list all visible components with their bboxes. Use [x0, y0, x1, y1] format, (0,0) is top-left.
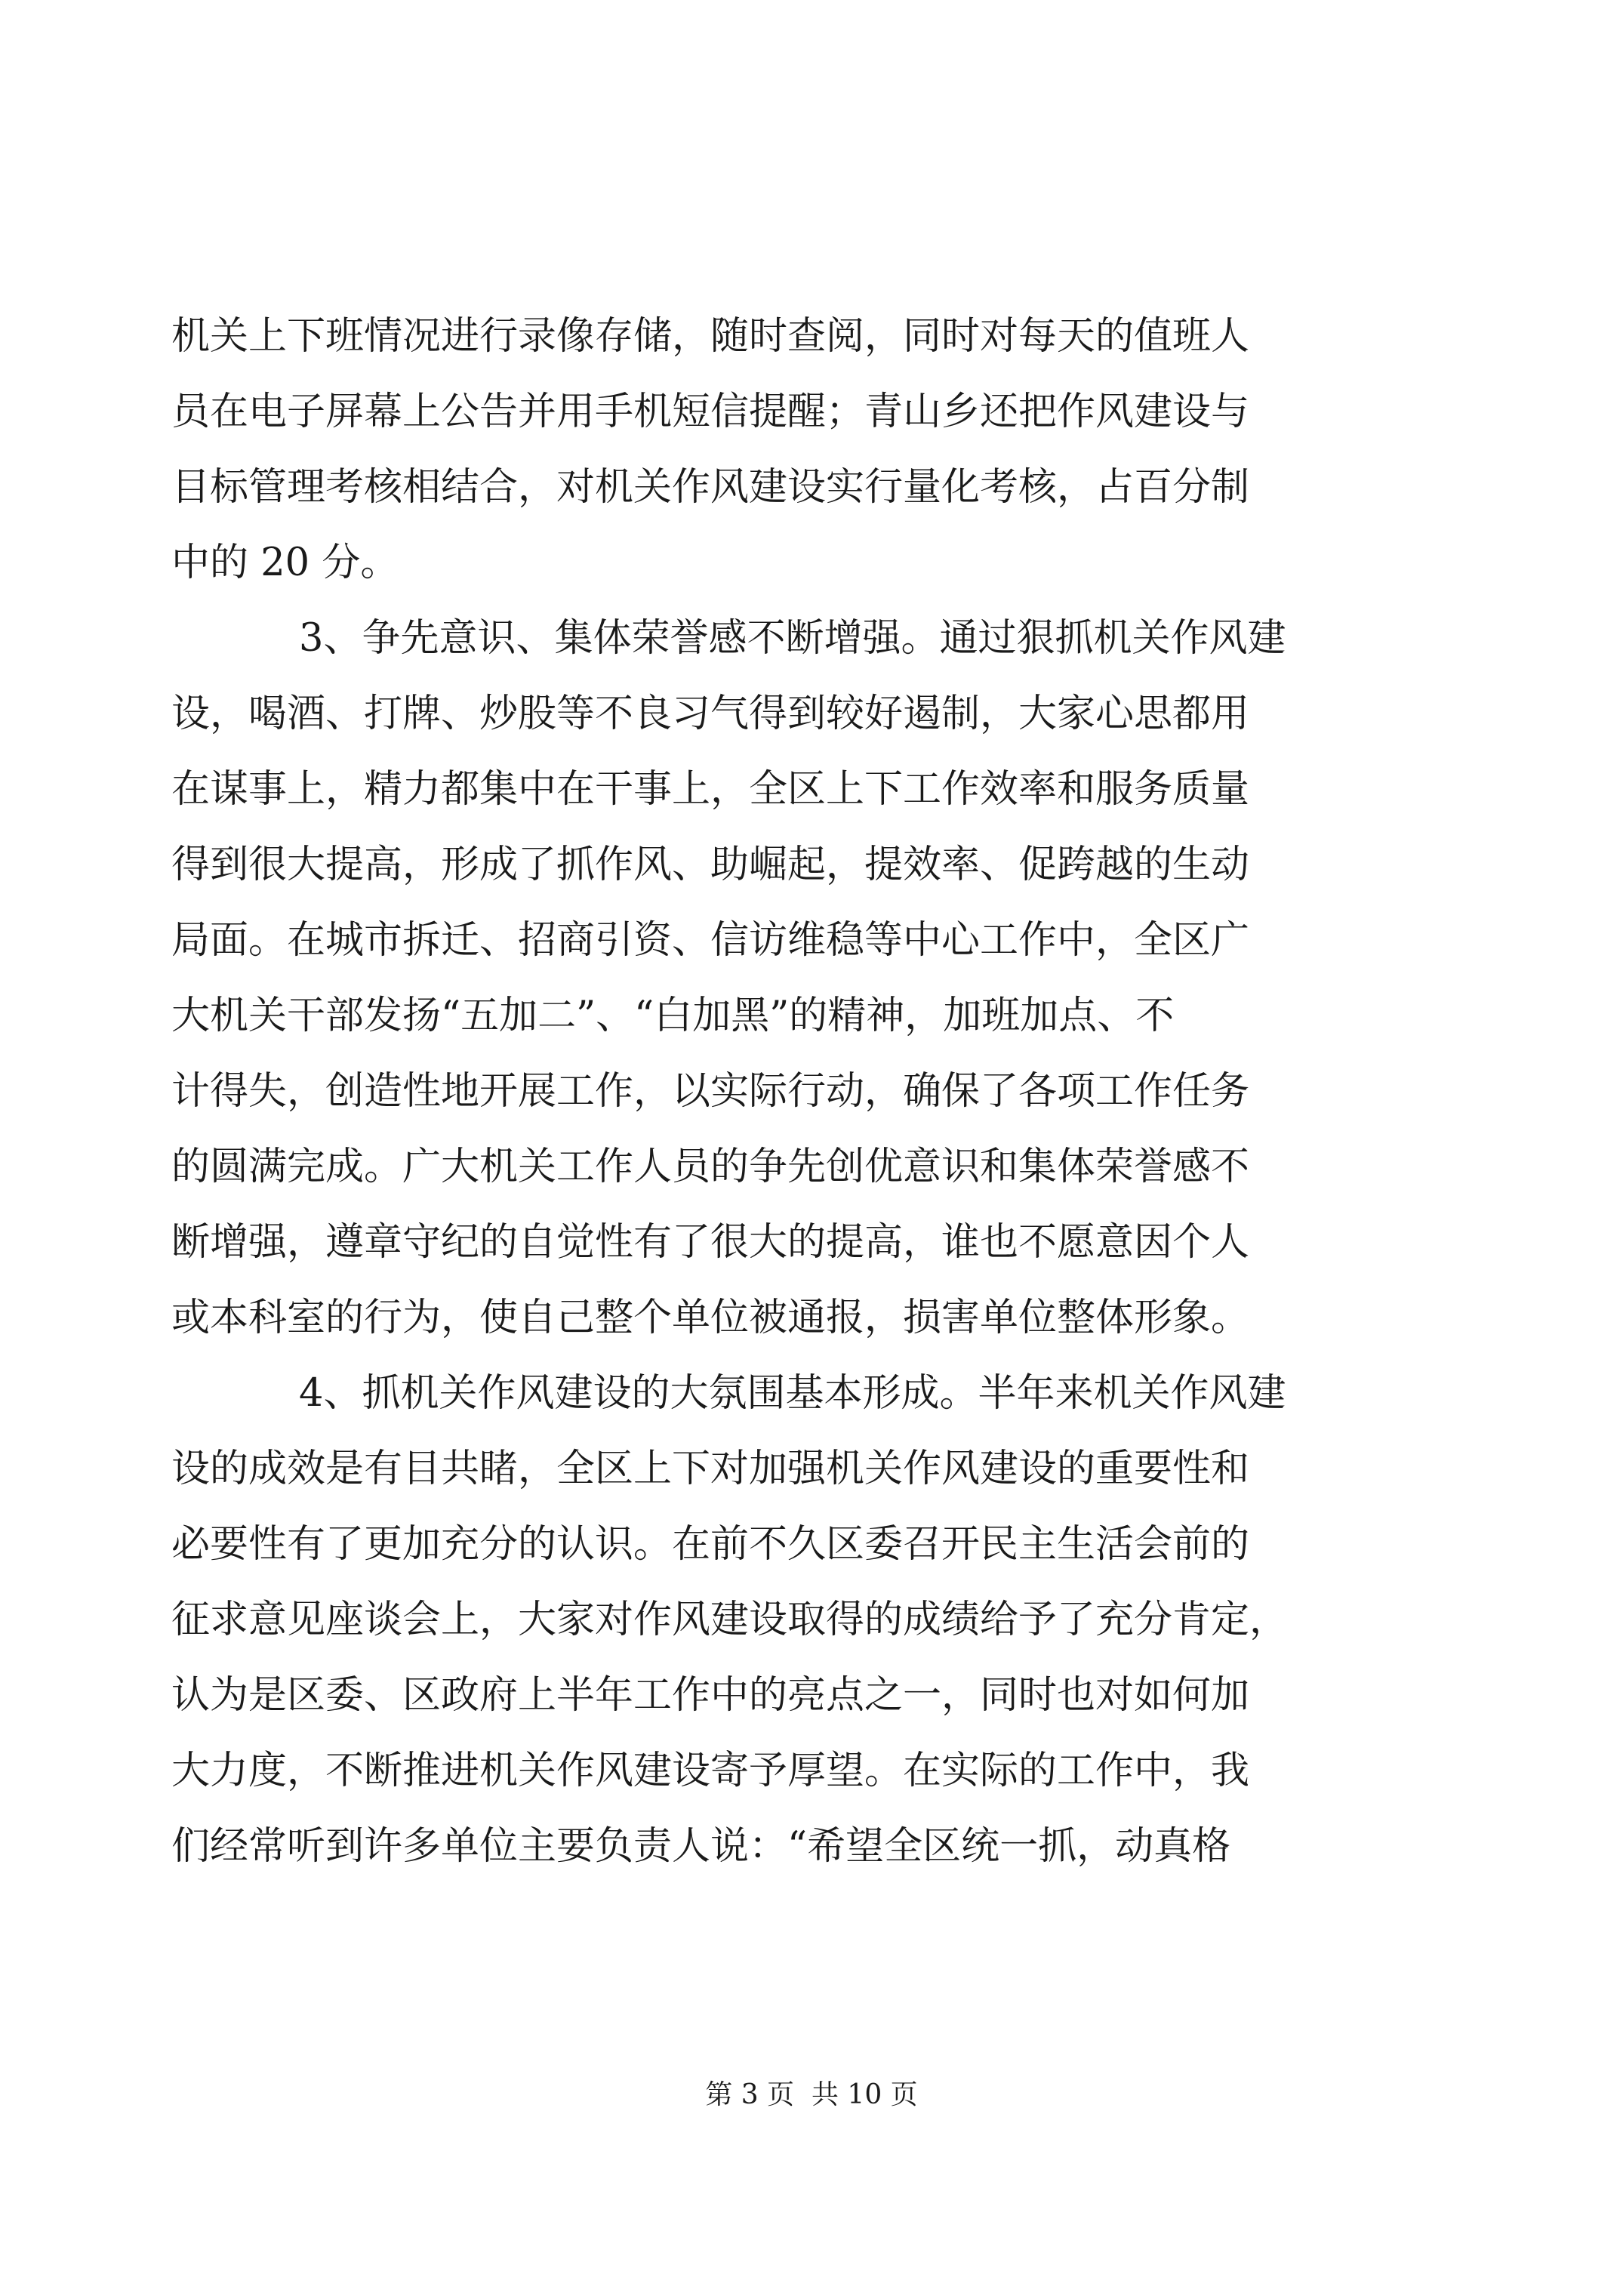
text-line: 在谋事上，精力都集中在干事上，全区上下工作效率和服务质量: [171, 767, 1250, 812]
page-number-footer: 第 3 页 共 10 页: [705, 2079, 918, 2110]
text-line: 得到很大提高，形成了抓作风、助崛起，提效率、促跨越的生动: [171, 843, 1250, 887]
text-line: 或本科室的行为，使自己整个单位被通报，损害单位整体形象。: [171, 1296, 1250, 1340]
text-line: 局面。在城市拆迁、招商引资、信访维稳等中心工作中，全区广: [171, 918, 1250, 963]
text-line: 机关上下班情况进行录像存储，随时查阅，同时对每天的值班人: [171, 314, 1250, 359]
text-line: 计得失，创造性地开展工作，以实际行动，确保了各项工作任务: [171, 1069, 1250, 1114]
text-line: 必要性有了更加充分的认识。在前不久区委召开民主生活会前的: [171, 1522, 1250, 1567]
text-line: 认为是区委、区政府上半年工作中的亮点之一，同时也对如何加: [171, 1673, 1250, 1718]
text-line: 4、抓机关作风建设的大氛围基本形成。半年来机关作风建: [299, 1371, 1286, 1416]
text-line: 征求意见座谈会上，大家对作风建设取得的成绩给予了充分肯定，: [171, 1598, 1289, 1642]
text-line: 设的成效是有目共睹，全区上下对加强机关作风建设的重要性和: [171, 1447, 1250, 1491]
text-line: 设，喝酒、打牌、炒股等不良习气得到较好遏制，大家心思都用: [171, 692, 1250, 736]
text-line: 大机关干部发扬“五加二”、“白加黑”的精神，加班加点、不: [171, 994, 1175, 1038]
text-line: 大力度，不断推进机关作风建设寄予厚望。在实际的工作中，我: [171, 1749, 1250, 1793]
text-line: 们经常听到许多单位主要负责人说：“希望全区统一抓，动真格: [171, 1824, 1231, 1869]
text-line: 的圆满完成。广大机关工作人员的争先创优意识和集体荣誉感不: [171, 1145, 1250, 1189]
text-line: 断增强，遵章守纪的自觉性有了很大的提高，谁也不愿意因个人: [171, 1220, 1250, 1265]
text-line: 3、争先意识、集体荣誉感不断增强。通过狠抓机关作风建: [299, 616, 1286, 661]
text-line: 目标管理考核相结合，对机关作风建设实行量化考核，占百分制: [171, 465, 1250, 510]
text-line: 中的 20 分。: [171, 541, 399, 585]
text-line: 员在电子屏幕上公告并用手机短信提醒；青山乡还把作风建设与: [171, 390, 1250, 434]
